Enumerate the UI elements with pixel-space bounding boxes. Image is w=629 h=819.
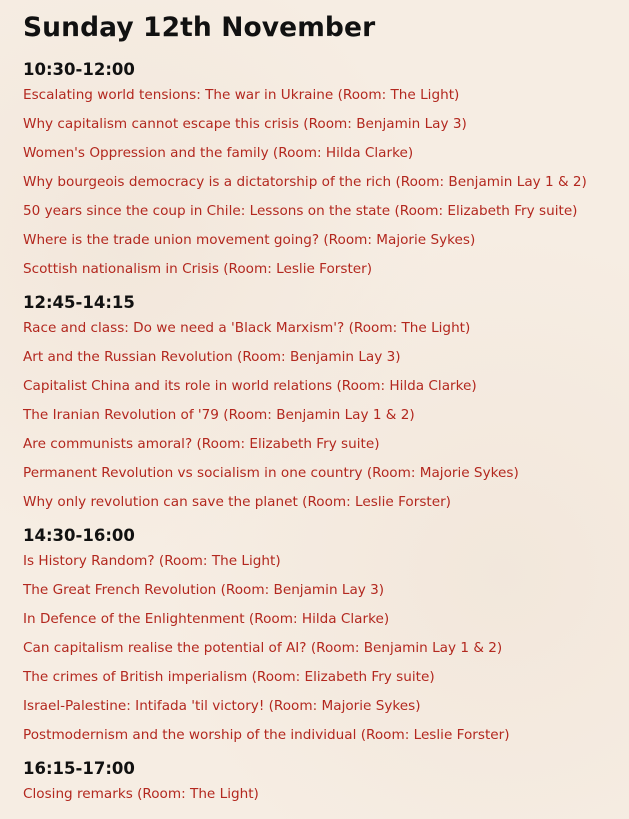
list-item: [23, 488, 629, 517]
list-item: [23, 634, 629, 663]
talk-list: [23, 780, 629, 809]
talk-link[interactable]: Closing remarks (Room: The Light): [23, 786, 259, 802]
list-item: [23, 605, 629, 634]
talk-link[interactable]: The Iranian Revolution of '79 (Room: Benjamin Lay 1 & 2): [23, 407, 415, 423]
list-item: [23, 343, 629, 372]
talk-link[interactable]: Why only revolution can save the planet (Room: Leslie Forster): [23, 494, 451, 510]
list-item: [23, 663, 629, 692]
talk-link[interactable]: Art and the Russian Revolution (Room: Benjamin Lay 3): [23, 349, 401, 365]
slot-time-heading: 10:30-12:00: [23, 60, 135, 79]
list-item: [23, 168, 629, 197]
talk-link[interactable]: Women's Oppression and the family (Room: Hilda Clarke): [23, 145, 414, 161]
list-item: [23, 197, 629, 226]
talk-link[interactable]: Israel-Palestine: Intifada 'til victory! (Room: Majorie Sykes): [23, 698, 421, 714]
time-slot-4: [23, 758, 629, 809]
list-item: [23, 576, 629, 605]
talk-list: [23, 547, 629, 750]
slot-time-heading: 14:30-16:00: [23, 526, 135, 545]
talk-link[interactable]: Permanent Revolution vs socialism in one country (Room: Majorie Sykes): [23, 465, 519, 481]
talk-link[interactable]: Are communists amoral? (Room: Elizabeth Fry suite): [23, 436, 380, 452]
talk-list: [23, 314, 629, 517]
talk-link[interactable]: Is History Random? (Room: The Light): [23, 553, 281, 569]
list-item: [23, 314, 629, 343]
talk-link[interactable]: Why bourgeois democracy is a dictatorship of the rich (Room: Benjamin Lay 1 & 2): [23, 174, 587, 190]
talk-link[interactable]: Postmodernism and the worship of the individual (Room: Leslie Forster): [23, 727, 510, 743]
page-title: Sunday 12th November: [23, 12, 376, 43]
list-item: [23, 692, 629, 721]
talk-link[interactable]: Escalating world tensions: The war in Ukraine (Room: The Light): [23, 87, 460, 103]
list-item: [23, 255, 629, 284]
talk-link[interactable]: In Defence of the Enlightenment (Room: Hilda Clarke): [23, 611, 390, 627]
time-slot-3: [23, 525, 629, 750]
list-item: [23, 226, 629, 255]
talk-link[interactable]: Scottish nationalism in Crisis (Room: Leslie Forster): [23, 261, 373, 277]
talk-link[interactable]: Why capitalism cannot escape this crisis (Room: Benjamin Lay 3): [23, 116, 467, 132]
list-item: [23, 459, 629, 488]
list-item: [23, 81, 629, 110]
list-item: [23, 547, 629, 576]
time-slot-1: [23, 59, 629, 284]
list-item: [23, 721, 629, 750]
talk-link[interactable]: Capitalist China and its role in world relations (Room: Hilda Clarke): [23, 378, 477, 394]
talk-list: [23, 81, 629, 284]
talk-link[interactable]: Can capitalism realise the potential of AI? (Room: Benjamin Lay 1 & 2): [23, 640, 503, 656]
list-item: [23, 372, 629, 401]
slot-time-heading: 16:15-17:00: [23, 759, 135, 778]
list-item: [23, 430, 629, 459]
list-item: [23, 401, 629, 430]
list-item: [23, 110, 629, 139]
list-item: [23, 780, 629, 809]
time-slot-2: [23, 292, 629, 517]
talk-link[interactable]: The crimes of British imperialism (Room: Elizabeth Fry suite): [23, 669, 435, 685]
talk-link[interactable]: Race and class: Do we need a 'Black Marxism'? (Room: The Light): [23, 320, 471, 336]
slot-time-heading: 12:45-14:15: [23, 293, 135, 312]
talk-link[interactable]: Where is the trade union movement going? (Room: Majorie Sykes): [23, 232, 476, 248]
talk-link[interactable]: 50 years since the coup in Chile: Lessons on the state (Room: Elizabeth Fry suite): [23, 203, 578, 219]
list-item: [23, 139, 629, 168]
talk-link[interactable]: The Great French Revolution (Room: Benjamin Lay 3): [23, 582, 385, 598]
